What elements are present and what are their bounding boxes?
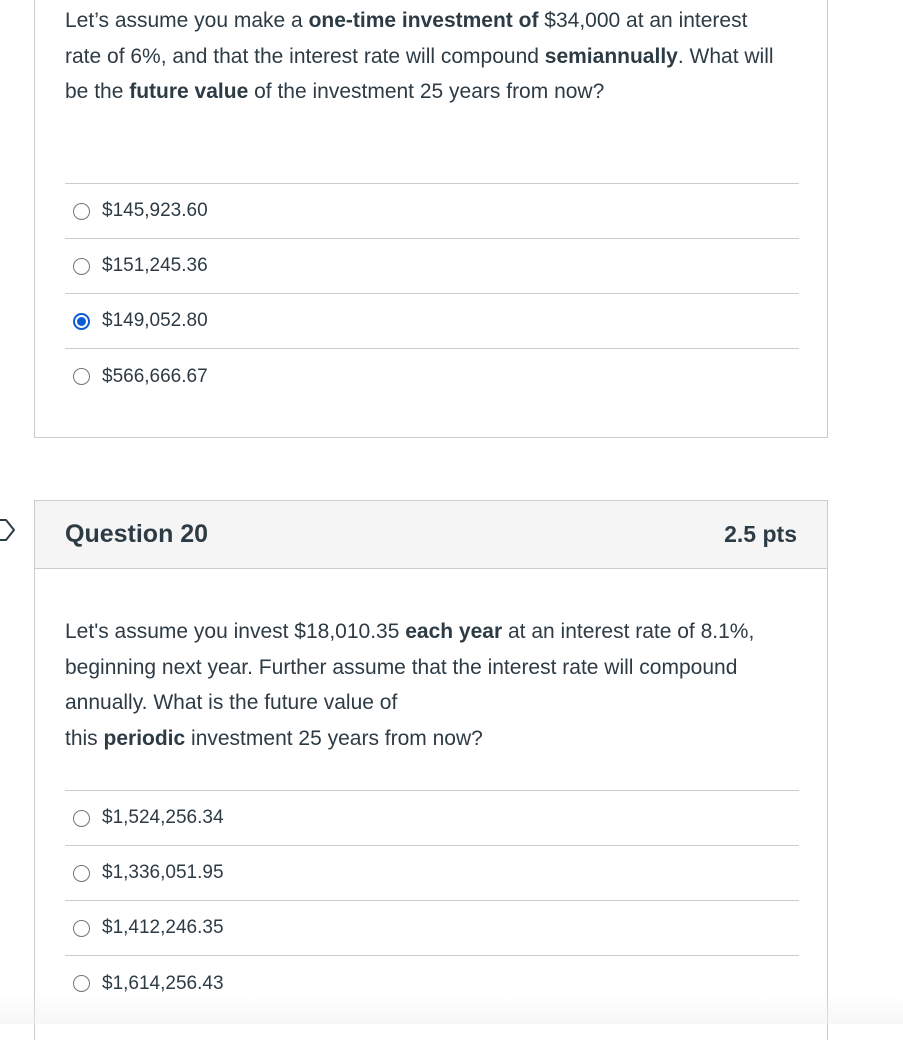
answer-label: $1,614,256.43 (102, 972, 224, 994)
radio-button[interactable] (73, 920, 90, 937)
radio-button-selected[interactable] (73, 313, 90, 330)
answer-label: $566,666.67 (102, 365, 208, 387)
question-20-answers (65, 790, 799, 1011)
question-text-bold: periodic (103, 726, 186, 750)
answer-label: $149,052.80 (102, 310, 208, 331)
answer-label: $1,336,051.95 (102, 862, 224, 883)
answer-option[interactable] (65, 184, 799, 239)
answer-label: $145,923.60 (102, 200, 208, 221)
question-text-bold: future value (129, 80, 249, 103)
question-text-segment: investment 25 years from now? (185, 726, 483, 750)
question-text-segment: Let’s assume you make a (65, 9, 309, 32)
question-points: 2.5 pts (724, 521, 797, 547)
question-text-segment: this (65, 726, 104, 750)
question-text-segment: . What will be the (65, 44, 774, 103)
answer-option[interactable] (65, 846, 799, 901)
question-text-bold: each year (405, 620, 503, 643)
question-20-text (65, 614, 785, 756)
answer-label: $1,524,256.34 (102, 807, 224, 828)
question-text-segment: of the investment 25 years from now? (248, 80, 605, 103)
question-19-answers (65, 183, 799, 404)
question-19-text (65, 3, 785, 110)
flag-marker-icon[interactable] (0, 517, 18, 543)
radio-button[interactable] (73, 810, 90, 827)
question-20-card (34, 500, 828, 1040)
question-19-card (34, 0, 828, 438)
answer-option[interactable] (65, 349, 799, 404)
answer-option[interactable] (65, 901, 799, 956)
question-header (35, 501, 827, 569)
answer-option[interactable] (65, 239, 799, 294)
radio-button[interactable] (73, 258, 90, 275)
answer-option[interactable] (65, 956, 799, 1011)
question-text-segment: at an interest rate of 8.1%, beginning next year. Further assume that the interest rate will compound annually. What is the future value of (65, 620, 755, 714)
question-text-segment: Let's assume you invest $18,010.35 (65, 620, 406, 643)
radio-button[interactable] (73, 975, 90, 992)
radio-button[interactable] (73, 865, 90, 882)
question-title: Question 20 (65, 520, 209, 548)
answer-label: $151,245.36 (102, 255, 208, 276)
question-text-bold: semiannually (544, 44, 678, 68)
answer-label: $1,412,246.35 (102, 917, 224, 938)
radio-button[interactable] (73, 203, 90, 220)
question-text-segment: $34,000 at an interest rate of 6%, and that the interest rate will compound (65, 9, 748, 68)
answer-option-selected[interactable] (65, 294, 799, 349)
answer-option[interactable] (65, 791, 799, 846)
question-text-bold: one-time investment of (308, 9, 539, 32)
radio-button[interactable] (73, 368, 90, 385)
